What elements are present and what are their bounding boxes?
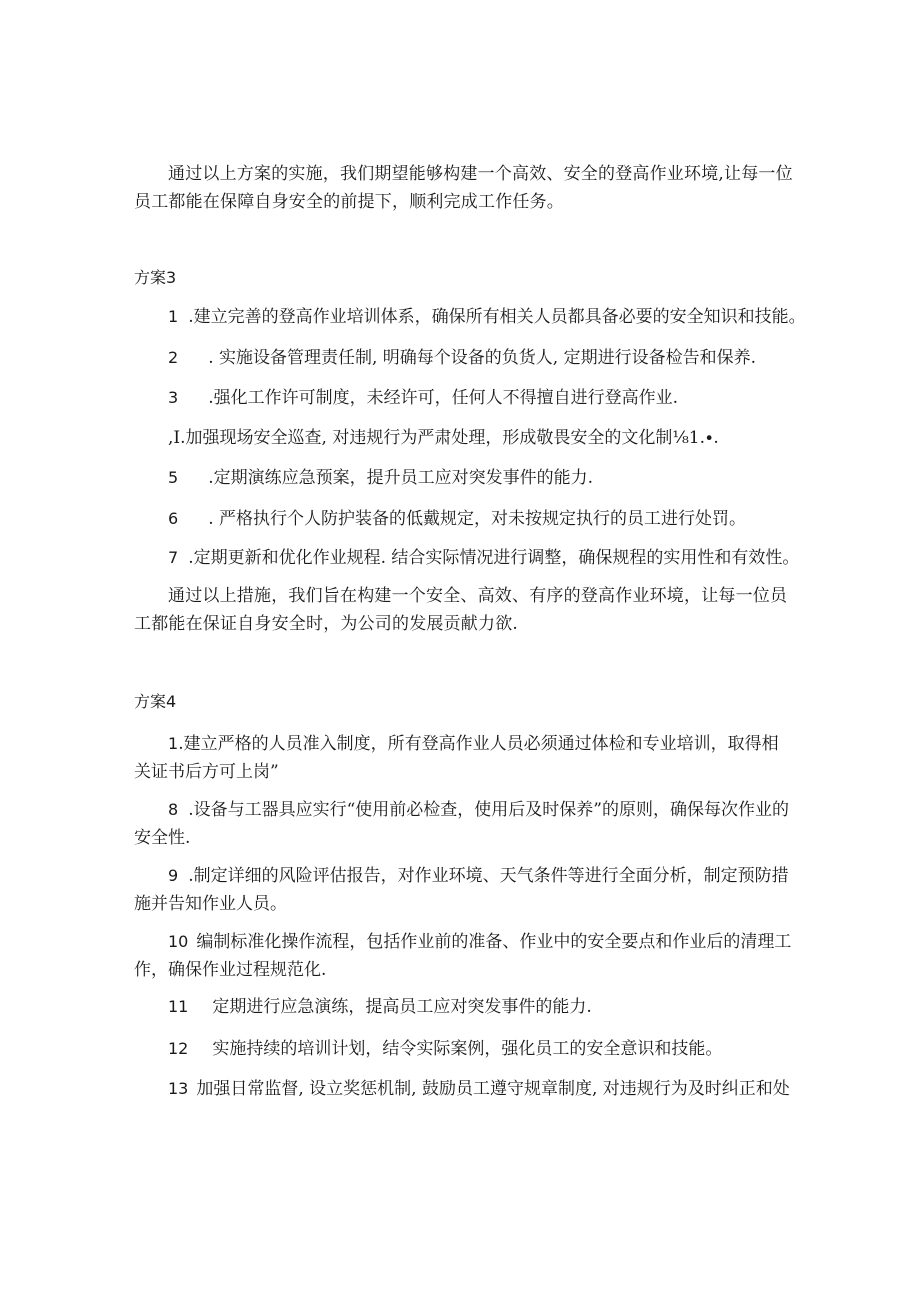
item-number: 7 <box>168 548 179 567</box>
plan4-item-13 <box>134 1075 794 1103</box>
plan3-closing-paragraph: 通过以上措施，我们旨在构建一个安全、高效、有序的登高作业环境，让每一位员工都能在保证自身安全时，为公司的发展贡献力欲. <box>134 586 788 634</box>
item-text: . 严格执行个人防护装备的低戴规定，对未按规定执行的员工进行处罚。 <box>208 509 746 529</box>
item-number: 3 <box>168 388 179 407</box>
item-number: 9 <box>168 866 179 885</box>
item-text: .建立严格的人员准入制度，所有登高作业人员必须通过体检和专业培训，取得相关证书后方可上岗” <box>134 734 779 782</box>
item-text: .定期演练应急预案，提升员工应对突发事件的能力. <box>208 468 593 488</box>
item-text: .定期更新和优化作业规程. 结合实际情况进行调整，确保规程的实用性和有效性。 <box>188 548 800 568</box>
plan3-item-3 <box>134 384 794 412</box>
plan4-item-1 <box>134 730 794 786</box>
item-number: 2 <box>168 348 179 367</box>
plan4-item-12 <box>134 1035 794 1063</box>
plan3-item-2 <box>134 344 794 372</box>
item-number: 13 <box>168 1079 189 1098</box>
plan3-heading: 方案3 <box>134 268 177 287</box>
item-number: 5 <box>168 468 179 487</box>
plan3-item-1 <box>134 303 806 331</box>
item-number: 1 <box>168 734 179 753</box>
plan4-heading: 方案4 <box>134 692 177 711</box>
item-text: .建立完善的登高作业培训体系，确保所有相关人员都具备必要的安全知识和技能。 <box>188 307 806 327</box>
plan3-item-4 <box>134 424 794 452</box>
plan4-item-10 <box>134 928 794 984</box>
item-text: 编制标准化操作流程，包括作业前的准备、作业中的安全要点和作业后的清理工作，确保作业过程规范化. <box>134 932 792 980</box>
item-text: .设备与工器具应实行“使用前必检查，使用后及时保养”的原则，确保每次作业的安全性. <box>134 800 789 848</box>
item-text: .制定详细的风险评估报告，对作业环境、天气条件等进行全面分析，制定预防措施并告知作业人员。 <box>134 866 789 914</box>
item-text: 定期进行应急演练，提高员工应对突发事件的能力. <box>212 997 592 1017</box>
plan4-item-11 <box>134 993 794 1021</box>
item-text: 实施持续的培训计划，结令实际案例，强化员工的安全意识和技能。 <box>212 1039 723 1059</box>
item-number: 8 <box>168 800 179 819</box>
plan4-item-9 <box>134 862 794 918</box>
item-text: . 实施设备管理责任制, 明确每个设备的负货人, 定期进行设备检告和保养. <box>208 348 757 368</box>
item-number: 11 <box>168 997 189 1016</box>
plan3-item-6 <box>134 505 794 533</box>
item-number: 12 <box>168 1039 189 1058</box>
plan3-item-5 <box>134 464 794 492</box>
item-text: 加强日常监督, 设立奖惩机制, 鼓励员工遵守规章制度, 对违规行为及时纠正和处 <box>196 1079 790 1099</box>
item-number: 1 <box>168 307 179 326</box>
item-number: 10 <box>168 932 189 951</box>
item-text: ,I.加强现场安全巡查, 对违规行为严肃处理，形成敬畏安全的文化制⅛1.∙. <box>168 428 719 448</box>
item-number: 6 <box>168 509 179 528</box>
plan3-item-7 <box>134 544 800 572</box>
item-text: .强化工作许可制度，未经许可，任何人不得擅自进行登高作业. <box>208 388 678 408</box>
plan4-item-8 <box>134 796 794 852</box>
intro-paragraph: 通过以上方案的实施，我们期望能够构建一个高效、安全的登高作业环境,让每一位员工都能在保障自身安全的前提下，顺利完成工作任务。 <box>134 164 793 212</box>
